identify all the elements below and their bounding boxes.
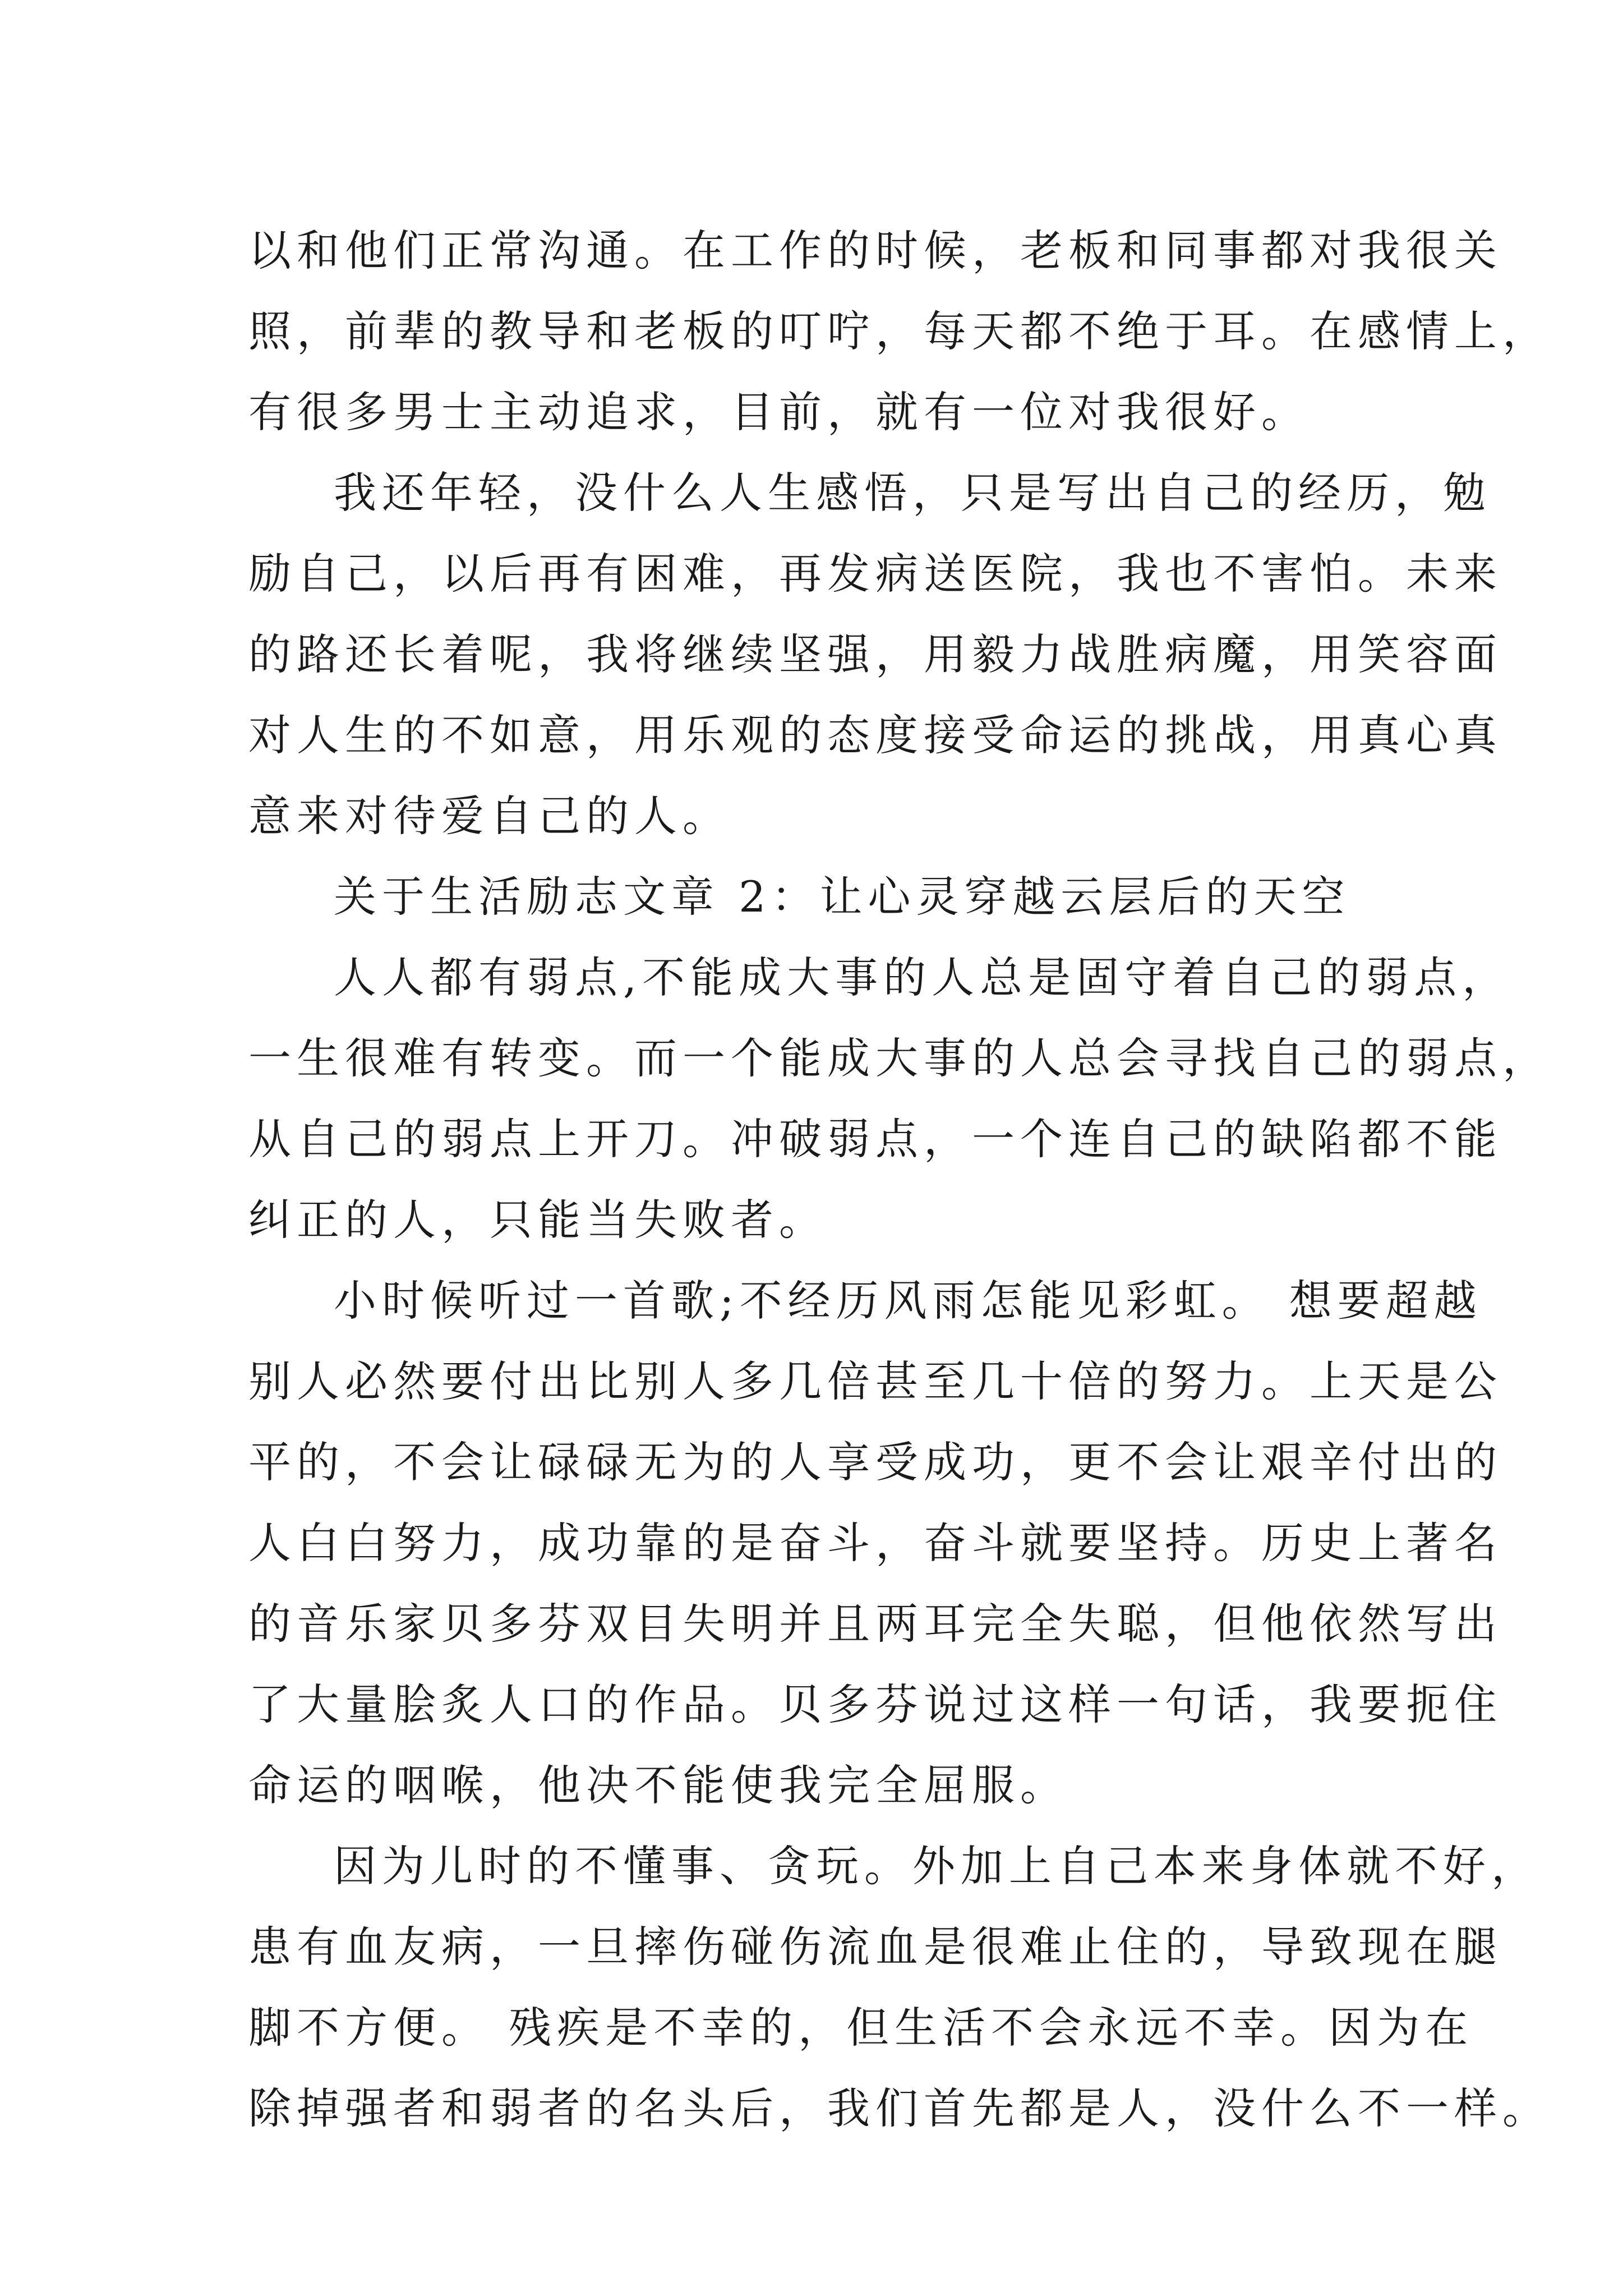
paragraph-start-line: 因为儿时的不懂事、贪玩。外加上自己本来身体就不好， bbox=[334, 1841, 1539, 1891]
section-heading: 关于生活励志文章 2：让心灵穿越云层后的天空 bbox=[334, 872, 1350, 922]
text-line: 的路还长着呢，我将继续坚强，用毅力战胜病魔，用笑容面 bbox=[248, 629, 1502, 679]
text-line: 患有血友病，一旦摔伤碰伤流血是很难止住的，导致现在腿 bbox=[248, 1922, 1502, 1972]
paragraph-start-line: 人人都有弱点,不能成大事的人总是固守着自己的弱点， bbox=[334, 953, 1511, 1002]
text-line: 命运的咽喉，他决不能使我完全屈服。 bbox=[248, 1760, 1068, 1810]
text-line: 意来对待爱自己的人。 bbox=[248, 791, 731, 841]
text-line: 对人生的不如意，用乐观的态度接受命运的挑战，用真心真 bbox=[248, 710, 1502, 760]
text-line: 人白白努力，成功靠的是奋斗，奋斗就要坚持。历史上著名 bbox=[248, 1518, 1502, 1568]
text-line: 有很多男士主动追求，目前，就有一位对我很好。 bbox=[248, 387, 1310, 437]
text-line: 的音乐家贝多芬双目失明并且两耳完全失聪，但他依然写出 bbox=[248, 1599, 1502, 1649]
text-line: 平的，不会让碌碌无为的人享受成功，更不会让艰辛付出的 bbox=[248, 1437, 1502, 1487]
text-line: 脚不方便。 残疾是不幸的，但生活不会永远不幸。因为在 bbox=[248, 2003, 1474, 2053]
paragraph-start-line: 小时候听过一首歌;不经历风雨怎能见彩虹。 想要超越 bbox=[334, 1276, 1482, 1326]
text-line: 别人必然要付出比别人多几倍甚至几十倍的努力。上天是公 bbox=[248, 1356, 1502, 1406]
text-line: 了大量脍炙人口的作品。贝多芬说过这样一句话，我要扼住 bbox=[248, 1680, 1502, 1729]
paragraph-start-line: 我还年轻，没什么人生感悟，只是写出自己的经历，勉 bbox=[334, 468, 1491, 518]
text-line: 除掉强者和弱者的名头后，我们首先都是人，没什么不一样。 bbox=[248, 2083, 1551, 2133]
text-line: 从自己的弱点上开刀。冲破弱点，一个连自己的缺陷都不能 bbox=[248, 1114, 1502, 1164]
text-line: 照，前辈的教导和老板的叮咛，每天都不绝于耳。在感情上， bbox=[248, 306, 1551, 356]
text-line: 以和他们正常沟通。在工作的时候，老板和同事都对我很关 bbox=[248, 226, 1502, 275]
text-line: 励自己，以后再有困难，再发病送医院，我也不害怕。未来 bbox=[248, 549, 1502, 599]
text-line: 纠正的人，只能当失败者。 bbox=[248, 1195, 827, 1245]
document-body bbox=[248, 210, 1551, 2149]
text-line: 一生很难有转变。而一个能成大事的人总会寻找自己的弱点， bbox=[248, 1033, 1551, 1083]
